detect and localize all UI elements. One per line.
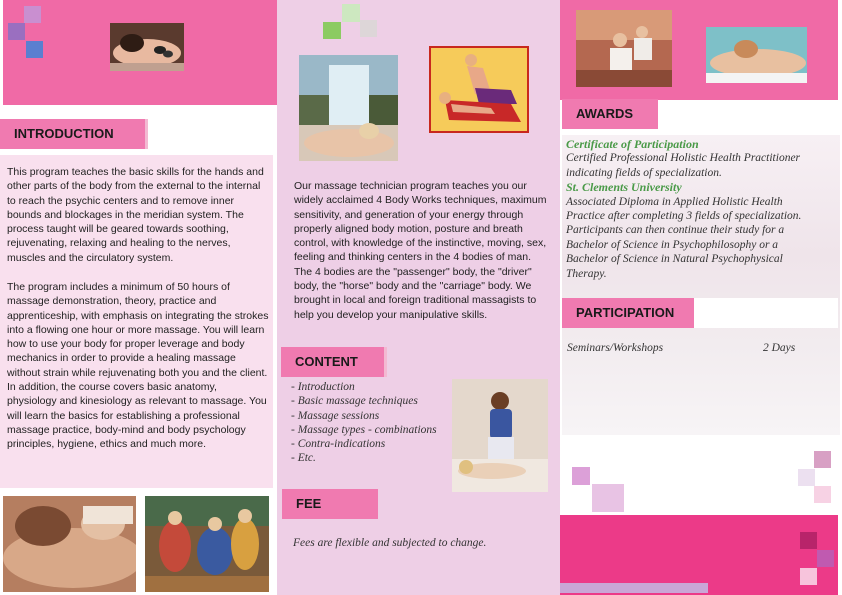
decor-square xyxy=(24,6,41,23)
intro-paragraph-2: The program includes a minimum of 50 hours of massage demonstration, theory, practice and apprenticeship, with emphasis on integrating the strokes into a flowing one hour or more massage. You will learn how to use your body for proper leverage and body mechanics in order to provide a healing massage without strain while rejuvenating both you and the client. In addition, the course covers basic anatomy, physiology and kinesiology as relevant to massage. You will learn the basics for establishing a professional massage practice, body-mind and body psychology principles, hygiene, ethics and much more. xyxy=(7,281,269,451)
decor-square xyxy=(323,22,341,39)
decor-square xyxy=(814,486,831,503)
award-2-title: St. Clements University xyxy=(566,180,682,195)
fee-header-label: FEE xyxy=(296,496,322,511)
award-2-text: Associated Diploma in Applied Holistic Health Practice after completing 3 fields of specialization. xyxy=(566,195,802,223)
decor-square xyxy=(817,550,834,567)
fee-header xyxy=(282,489,378,519)
hot-stone-massage-photo xyxy=(110,23,184,71)
decor-square xyxy=(572,467,590,485)
introduction-header-label: INTRODUCTION xyxy=(14,126,114,141)
decor-square xyxy=(26,41,43,58)
thai-massage-illustration xyxy=(429,46,529,133)
decor-square xyxy=(814,451,831,468)
decor-square xyxy=(800,568,817,585)
header-accent xyxy=(384,347,387,377)
intro-paragraph-1: This program teaches the basic skills for the hands and other parts of the body from the external to the internal to reach the psychic centers and to remove inner bounds and blockages in the meridian system. The process taught will be geared towards soothing, rejuvenating, relaxing and healing to the nerves, muscles and the circulatory system. xyxy=(7,166,264,264)
award-1-text: Certified Professional Holistic Health Practitioner indicating fields of specialization. xyxy=(566,152,801,179)
massage-class-photo xyxy=(452,379,548,492)
participation-item: Seminars/Workshops xyxy=(567,342,664,354)
participation-duration: 2 Days xyxy=(763,342,796,354)
awards-header xyxy=(562,99,658,129)
decor-square xyxy=(360,20,377,37)
awards-header-label: AWARDS xyxy=(576,106,634,121)
participation-header-extension xyxy=(694,298,838,328)
award-1-title: Certificate of Participation xyxy=(566,137,699,151)
back-massage-photo xyxy=(706,27,807,83)
award-3-text: Participants can then continue their study for a Bachelor of Science in Psychophilosophy or a Bachelor of Science in Natural Psychophysical Therapy. xyxy=(566,224,785,280)
program-paragraph: Our massage technician program teaches you our widely acclaimed 4 Body Works techniques, maximum sensitivity, and generation of your energy through properly aligned body motion, posture and breath control, with knowledge of the instinctive, moving, sex, feeling and thinking centers in the 4 bodies of man. The 4 bodies are the "passenger" body, the "driver" body, the "horse" body and the "carriage" body. We brought in local and foreign traditional massagists to help you develop your manipulative skills. xyxy=(294,180,547,321)
list-item: - Etc. xyxy=(291,452,316,465)
right-bottom-strip xyxy=(560,583,708,593)
massage-closeup-photo xyxy=(3,496,136,592)
list-item: - Basic massage techniques xyxy=(291,395,418,408)
decor-square xyxy=(800,532,817,549)
participation-header xyxy=(562,298,694,328)
content-list xyxy=(291,380,461,466)
traditional-painting-photo xyxy=(145,496,269,592)
list-item: - Massage types - combinations xyxy=(291,423,437,436)
fee-text: Fees are flexible and subjected to change. xyxy=(293,537,487,549)
couple-massage-photo xyxy=(576,10,672,87)
introduction-header xyxy=(0,119,145,149)
content-header xyxy=(281,347,384,377)
decor-square xyxy=(592,484,624,512)
list-item: - Contra-indications xyxy=(291,438,386,451)
decor-square xyxy=(342,4,360,22)
list-item: - Massage sessions xyxy=(291,409,380,422)
awards-body xyxy=(566,137,811,281)
header-accent xyxy=(145,119,148,149)
participation-header-label: PARTICIPATION xyxy=(576,305,675,320)
content-header-label: CONTENT xyxy=(295,354,358,369)
list-item: - Introduction xyxy=(291,381,355,393)
decor-square xyxy=(8,23,25,40)
decor-square xyxy=(798,469,815,486)
waterfall-spa-photo xyxy=(299,55,398,161)
